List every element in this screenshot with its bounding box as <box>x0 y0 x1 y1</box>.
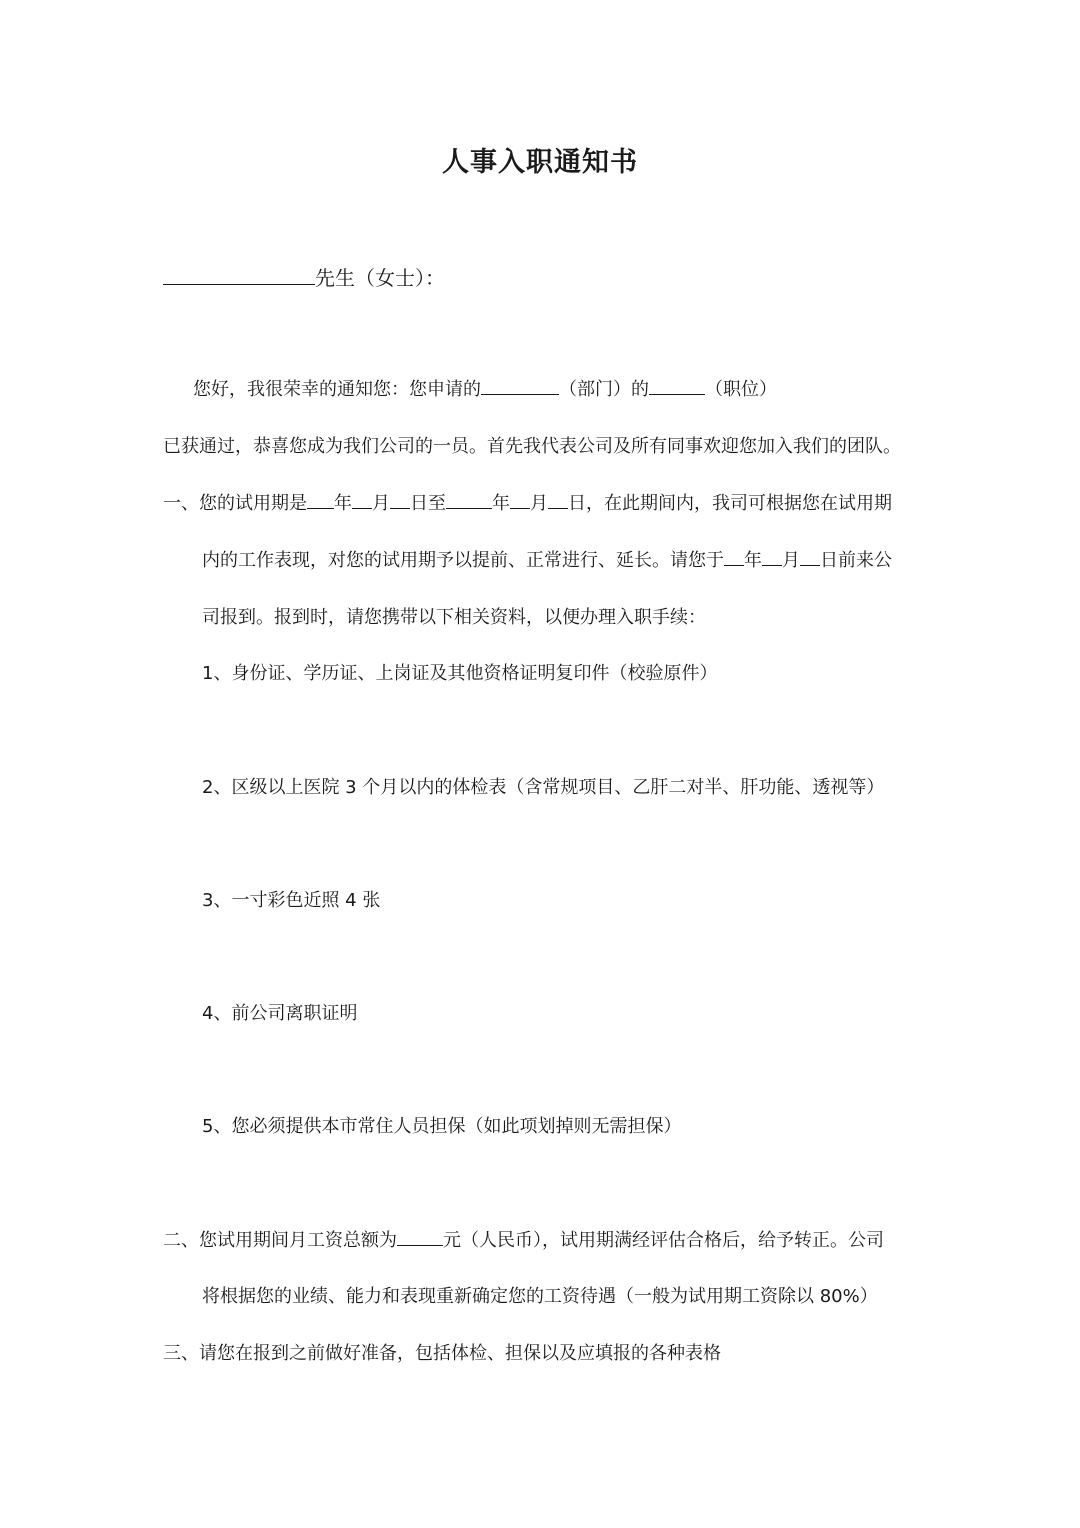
end-day-blank <box>548 490 568 509</box>
intro-text-3: （职位） <box>705 379 777 400</box>
document-title: 人事入职通知书 <box>442 147 638 178</box>
department-blank <box>481 376 559 395</box>
name-blank <box>163 266 315 285</box>
report-month-blank <box>762 547 782 566</box>
section1-line-3: 司报到。报到时，请您携带以下相关资料，以便办理入职手续： <box>202 607 706 628</box>
section2-line-2: 将根据您的业绩、能力和表现重新确定您的工资待遇（一般为试用期工资除以 80%） <box>202 1286 878 1307</box>
section1-line-1 <box>163 489 892 515</box>
intro-line-2: 已获通过，恭喜您成为我们公司的一员。首先我代表公司及所有同事欢迎您加入我们的团队。 <box>163 436 901 457</box>
list-item: 1、身份证、学历证、上岗证及其他资格证明复印件（校验原件） <box>202 663 718 684</box>
report-month-label: 月 <box>782 550 800 571</box>
section2-prefix: 二、您试用期间月工资总额为 <box>163 1230 397 1251</box>
report-year-label: 年 <box>744 550 762 571</box>
list-item: 2、区级以上医院 3 个月以内的体检表（含常规项目、乙肝二对半、肝功能、透视等） <box>202 777 885 798</box>
section2-line-1 <box>163 1226 884 1252</box>
report-year-blank <box>724 547 744 566</box>
end-year-label: 年 <box>492 493 510 514</box>
salutation-line <box>163 262 445 291</box>
section3-line: 三、请您在报到之前做好准备，包括体检、担保以及应填报的各种表格 <box>163 1343 721 1364</box>
list-item: 3、一寸彩色近照 4 张 <box>202 890 381 911</box>
start-year-label: 年 <box>334 493 352 514</box>
section1-line2-text: 内的工作表现，对您的试用期予以提前、正常进行、延长。请您于 <box>202 550 724 571</box>
start-day-blank <box>390 490 410 509</box>
position-blank <box>649 376 705 395</box>
end-month-blank <box>510 490 530 509</box>
section1-line2-tail: 日前来公 <box>820 550 892 571</box>
start-year-blank <box>307 490 334 509</box>
intro-text-2: （部门）的 <box>559 379 649 400</box>
section2-suffix: 元（人民币），试用期满经评估合格后，给予转正。公司 <box>443 1230 884 1251</box>
list-item: 4、前公司离职证明 <box>202 1003 358 1024</box>
salary-blank <box>397 1227 443 1246</box>
section1-prefix: 一、您的试用期是 <box>163 493 307 514</box>
section1-line1-tail: 日，在此期间内，我司可根据您在试用期 <box>568 493 892 514</box>
intro-text-1: 您好，我很荣幸的通知您：您申请的 <box>193 379 481 400</box>
end-month-label: 月 <box>530 493 548 514</box>
list-item: 5、您必须提供本市常住人员担保（如此项划掉则无需担保） <box>202 1116 682 1137</box>
start-month-blank <box>352 490 372 509</box>
section1-line-2 <box>202 546 892 572</box>
intro-line-1 <box>193 375 777 401</box>
end-year-blank <box>446 490 492 509</box>
start-day-label: 日至 <box>410 493 446 514</box>
report-day-blank <box>800 547 820 566</box>
salutation-suffix: 先生（女士）： <box>315 266 445 290</box>
start-month-label: 月 <box>372 493 390 514</box>
